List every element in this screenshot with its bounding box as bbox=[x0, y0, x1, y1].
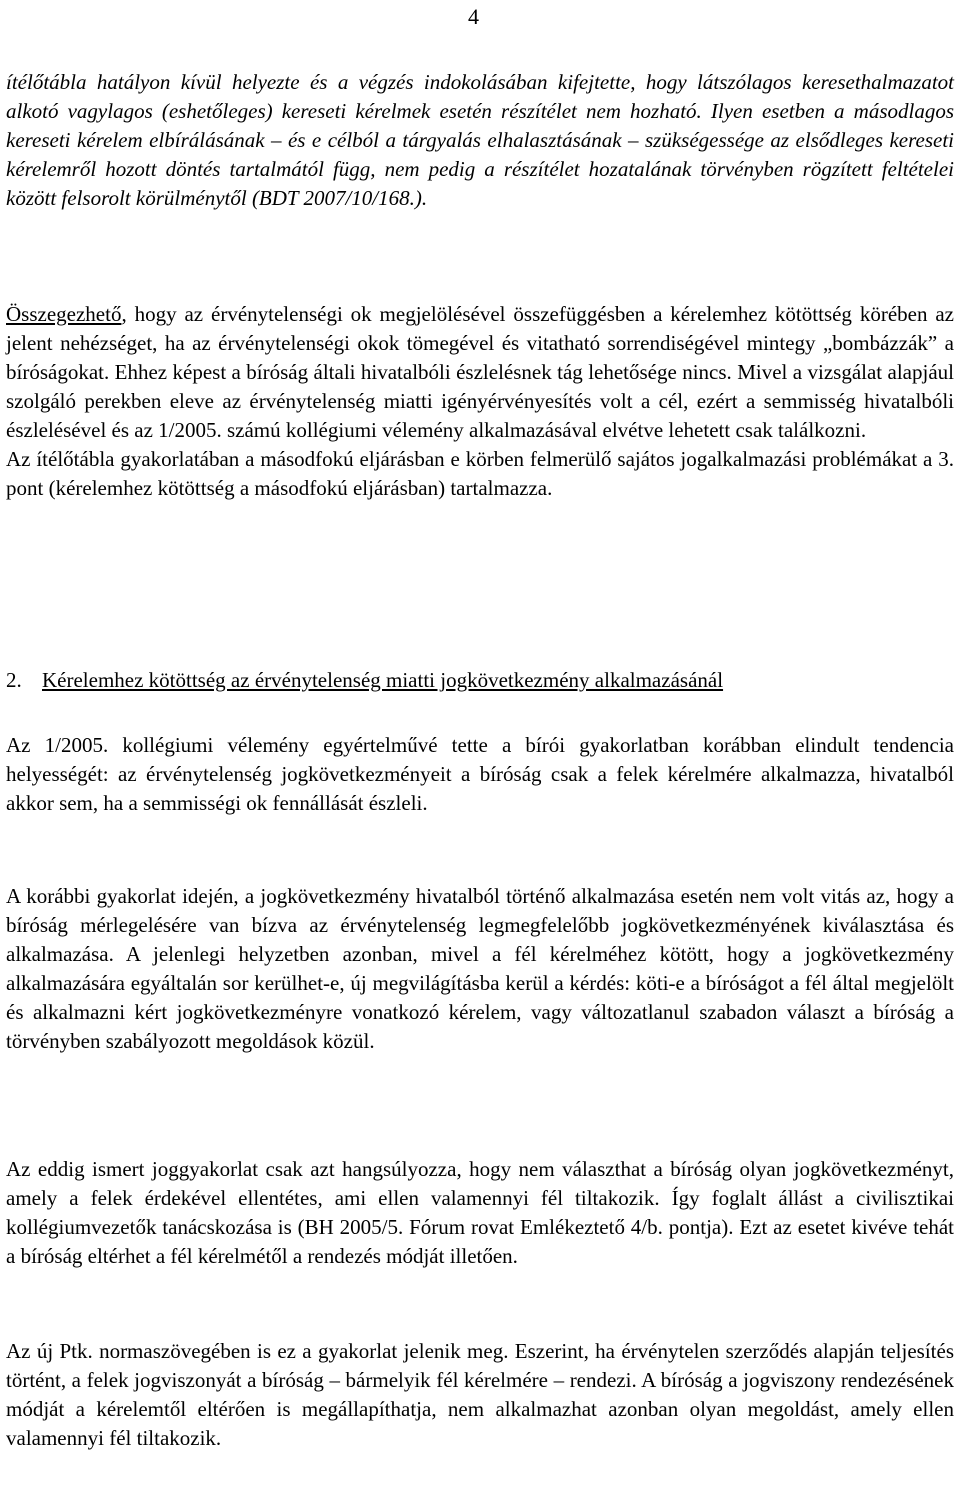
page-number: 4 bbox=[468, 4, 479, 29]
summary-followup: Az ítélőtábla gyakorlatában a másodfokú eljárásban e körben felmerülő sajátos jogalkalmazási problémákat a 3. pont (kérelemhez kötöttség a másodfokú eljárásban) tartalmazza. bbox=[6, 447, 954, 500]
summary-text: , hogy az érvénytelenségi ok megjelölésével összefüggésben a kérelemhez kötöttség körében az jelent nehézséget, ha az érvénytelenségi okok tömegével és vitatható sorrendiségével mintegy „bombázzák” a bíróságokat. Ehhez képest a bíróság általi hivatalbóli észlelésnek tág lehetősége nincs. Mivel a vizsgálat alapjául szolgáló perekben eleve az érvénytelenség miatti igényérvényesítés volt a cél, ezért a semmisség hivatalbóli észlelésével és az 1/2005. számú kollégiumi vélemény alkalmazásával elvétve lehetett csak találkozni. bbox=[6, 302, 954, 442]
summary-underlined-word: Összegezhető bbox=[6, 302, 122, 326]
paragraph-4: Az eddig ismert joggyakorlat csak azt hangsúlyozza, hogy nem választhat a bíróság olyan jogkövetkezményt, amely a felek érdekével ellentétes, ami ellen valamennyi fél tiltakozik. Így foglalt állást a civilisztikai kollégiumvezetők tanácskozása is (BH 2005/5. Fórum rovat Emlékeztető 4/b. pontja). Ezt az esetet kivéve tehát a bíróság eltérhet a fél kérelmétől a rendezés módját illetően. bbox=[6, 1157, 954, 1268]
section-title: Kérelemhez kötöttség az érvénytelenség miatti jogkövetkezmény alkalmazásánál bbox=[42, 668, 724, 692]
paragraph-3: A korábbi gyakorlat idején, a jogkövetkezmény hivatalból történő alkalmazása esetén nem volt vitás az, hogy a bíróság mérlegelésére van bízva az érvénytelenség legmegfelelőbb jogkövetkezményének kiválasztása és alkalmazása. A jelenlegi helyzetben azonban, mivel a fél kérelméhez kötött, hogy a jogkövetkezmény alkalmazására egyáltalán sor kerülhet-e, új megvilágításba kerül a kérdés: köti-e a bíróságot a fél által megjelölt és alkalmazni kért jogkövetkezményre vonatkozó kérelem, vagy változatlanul szabadon választ a bíróság a törvényben szabályozott megoldások közül. bbox=[6, 884, 954, 1053]
italic-citation-paragraph: ítélőtábla hatályon kívül helyezte és a végzés indokolásában kifejtette, hogy látszólagos keresethalmazatot alkotó vagylagos (eshetőleges) kereseti kérelmek esetén részítélet nem hozható. Ilyen esetben a másodlagos kereseti kérelem elbírálásának – és e célból a tárgyalás elhalasztásának – szükségessége az elsődleges kereseti kérelemről hozott döntés tartalmától függ, nem pedig a részítélet hozatalának törvényben rögzített feltételei között felsorolt körülménytől (BDT 2007/10/168.). bbox=[6, 70, 954, 210]
paragraph-2: Az 1/2005. kollégiumi vélemény egyértelművé tette a bírói gyakorlatban korábban elindult tendencia helyességét: az érvénytelenség jogkövetkezményeit a bíróság csak a felek kérelmére alkalmazza, hivatalból akkor sem, ha a semmisségi ok fennállását észleli. bbox=[6, 733, 954, 815]
section-number: 2. bbox=[6, 668, 22, 692]
summary-paragraph bbox=[6, 300, 954, 503]
paragraph-5: Az új Ptk. normaszövegében is ez a gyakorlat jelenik meg. Eszerint, ha érvénytelen szerződés alapján teljesítés történt, a felek jogviszonyát a bíróság – bármelyik fél kérelmére – rendezi. A bíróság a jogviszony rendezésének módját a kérelemtől eltérően is megállapíthatja, nem alkalmazhat azonban olyan megoldást, amely ellen valamennyi fél tiltakozik. bbox=[6, 1339, 954, 1450]
section-heading bbox=[6, 666, 954, 695]
